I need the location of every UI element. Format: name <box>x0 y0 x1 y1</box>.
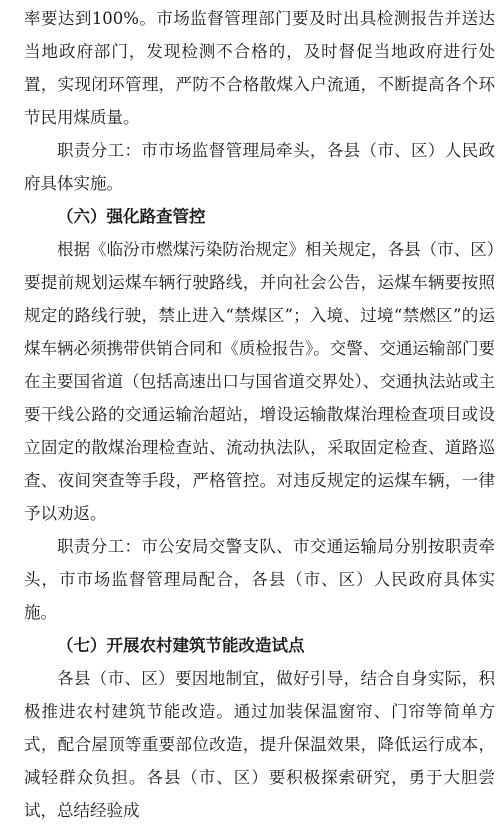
paragraph-rural-energy: 各县（市、区）要因地制宜，做好引导，结合自身实际，积极推进农村建筑节能改造。通过加装保温窗帘、门帘等简单方式，配合屋顶等重要部位改造，提升保温效果，降低运行成本，减轻群众负担。各县（市、区）要积极探索研究，勇于大胆尝试，总结经验成 <box>24 669 495 820</box>
section-heading-road-inspection: （六）强化路查管控 <box>57 207 206 226</box>
paragraph-road-inspection: 根据《临汾市燃煤污染防治规定》相关规定，各县（市、区）要提前规划运煤车辆行驶路线，并向社会公告，运煤车辆要按照规定的路线行驶，禁止进入“禁煤区”；入境、过境“禁燃区”的运煤车辆必须携带供销合同和《质检报告》。交警、交通运输部门要在主要国省道（包括高速出口与国省道交界处）、交通执法站或主要干线公路的交通运输治超站，增设运输散煤治理检查项目或设立固定的散煤治理检查站、流动执法队，采取固定检查、道路巡查、夜间突查等手段，严格管控。对违反规定的运煤车辆，一律予以劝返。 <box>24 240 495 523</box>
section-heading-rural-energy: （七）开展农村建筑节能改造试点 <box>57 636 305 655</box>
paragraph-quality-continued: 率要达到100%。市场监督管理部门要及时出具检测报告并送达当地政府部门，发现检测不合格的，及时督促当地政府进行处置，实现闭环管理，严防不合格散煤入户流通，不断提高各个环节民用煤质量。 <box>24 9 495 127</box>
paragraph-responsibility-police: 职责分工：市公安局交警支队、市交通运输局分别按职责牵头，市市场监督管理局配合，各县（市、区）人民政府具体实施。 <box>24 537 495 622</box>
paragraph-responsibility-market: 职责分工：市市场监督管理局牵头，各县（市、区）人民政府具体实施。 <box>24 141 495 193</box>
